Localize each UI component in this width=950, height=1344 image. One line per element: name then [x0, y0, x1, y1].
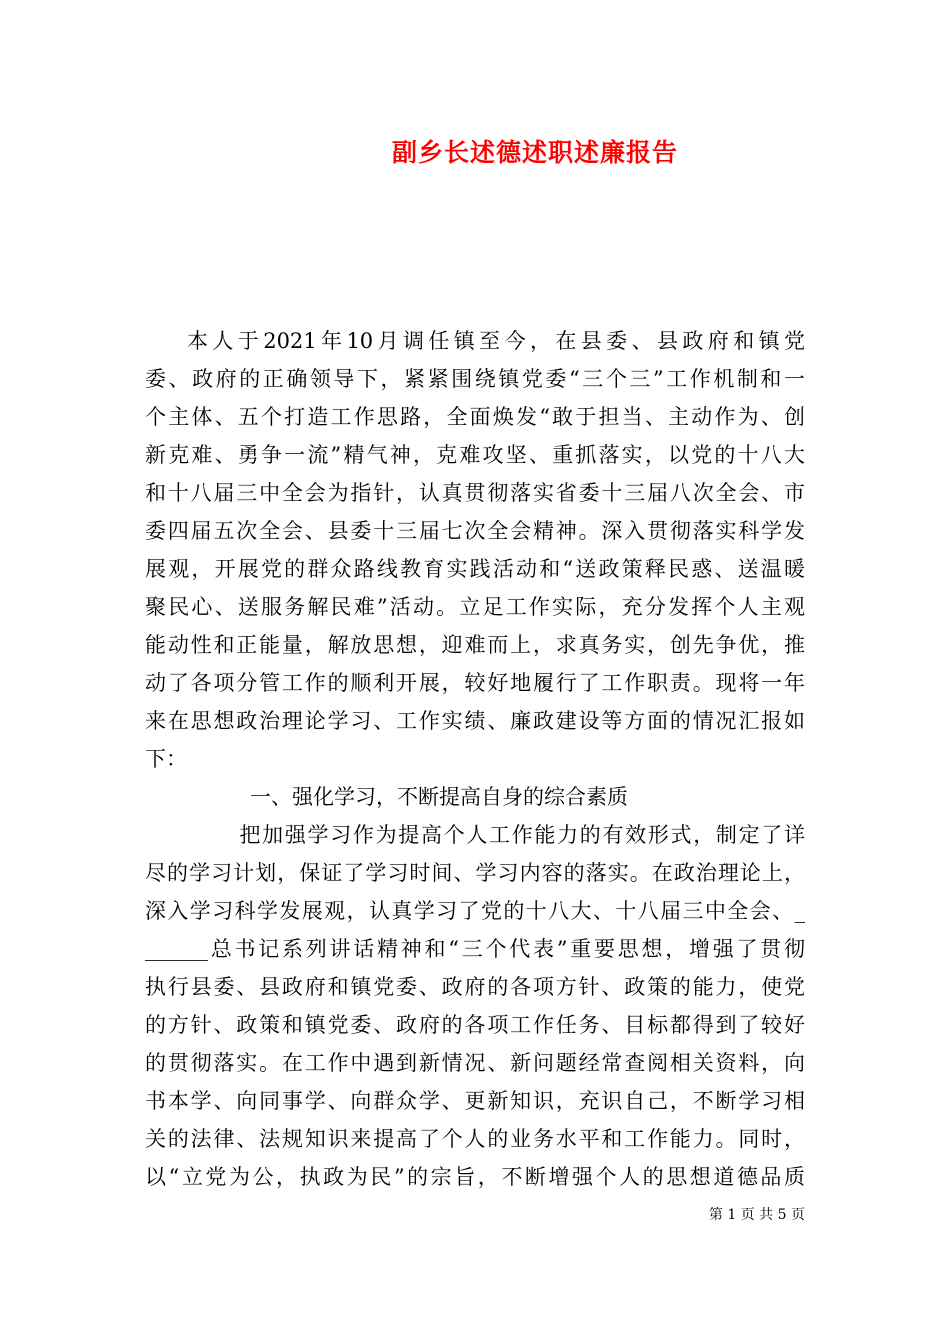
text-line: 的方针、政策和镇党委、政府的各项工作任务、目标都得到了较好	[145, 1013, 805, 1037]
text-line: 下：	[145, 747, 187, 771]
text-line: 聚民心、送服务解民难”活动。立足工作实际，充分发挥个人主观	[145, 595, 805, 619]
text-line: 展观，开展党的群众路线教育实践活动和“送政策释民惑、送温暖	[145, 557, 805, 581]
page-number: 第 1 页 共 5 页	[708, 1207, 805, 1223]
text-line: 和十八届三中全会为指针，认真贯彻落实省委十三届八次全会、市	[145, 481, 805, 505]
text-line: 以“立党为公，执政为民”的宗旨，不断增强个人的思想道德品质	[145, 1165, 805, 1189]
text-line: 委、政府的正确领导下，紧紧围绕镇党委“三个三”工作机制和一	[145, 367, 805, 391]
text-line: 书本学、向同事学、向群众学、更新知识，充识自己，不断学习相	[145, 1089, 805, 1113]
text-line: 一、强化学习，不断提高自身的综合素质	[250, 785, 628, 809]
text-line: 深入学习科学发展观，认真学习了党的十八大、十八届三中全会、_	[145, 899, 805, 923]
text-line: 个主体、五个打造工作思路，全面焕发“敢于担当、主动作为、创	[145, 405, 805, 429]
text-line: 把加强学习作为提高个人工作能力的有效形式，制定了详	[239, 823, 805, 847]
text-line: 尽的学习计划，保证了学习时间、学习内容的落实。在政治理论上，	[145, 861, 805, 885]
document-body	[145, 322, 805, 1196]
text-line: 执行县委、县政府和镇党委、政府的各项方针、政策的能力，使党	[145, 975, 805, 999]
text-line: 动了各项分管工作的顺利开展，较好地履行了工作职责。现将一年	[145, 671, 805, 695]
text-line: 来在思想政治理论学习、工作实绩、廉政建设等方面的情况汇报如	[145, 709, 805, 733]
text-line: 本人于2021年10月调任镇至今，在县委、县政府和镇党	[187, 329, 805, 353]
text-line: ______总书记系列讲话精神和“三个代表”重要思想，增强了贯彻	[145, 937, 805, 961]
text-line: 新克难、勇争一流”精气神，克难攻坚、重抓落实，以党的十八大	[145, 443, 805, 467]
text-line: 能动性和正能量，解放思想，迎难而上，求真务实，创先争优，推	[145, 633, 805, 657]
document-title: 副乡长述德述职述廉报告	[391, 138, 678, 167]
text-line: 的贯彻落实。在工作中遇到新情况、新问题经常查阅相关资料，向	[145, 1051, 805, 1075]
text-line: 关的法律、法规知识来提高了个人的业务水平和工作能力。同时，	[145, 1127, 805, 1151]
text-line: 委四届五次全会、县委十三届七次全会精神。深入贯彻落实科学发	[145, 519, 805, 543]
